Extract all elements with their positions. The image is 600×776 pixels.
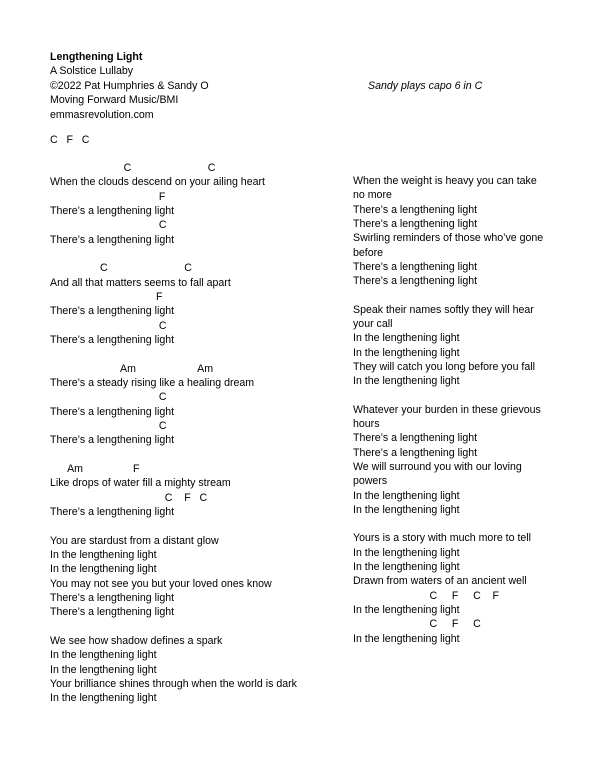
lyric-line: Your brilliance shines through when the world is dark (50, 678, 297, 690)
lyric-line: your call (353, 318, 393, 330)
lyric-line: Drawn from waters of an ancient well (353, 575, 527, 587)
lyric-line: In the lengthening light (50, 563, 157, 575)
song-title: Lengthening Light (50, 51, 143, 63)
chord-line: C F C F (353, 590, 499, 602)
chord-line: F (50, 291, 163, 303)
lyric-line: In the lengthening light (353, 490, 460, 502)
lyric-line: There’s a lengthening light (353, 218, 478, 230)
lyric-line: In the lengthening light (50, 664, 157, 676)
lyric-line: They will catch you long before you fall (353, 361, 535, 373)
lyric-line: no more (353, 189, 392, 201)
lyric-line: In the lengthening light (50, 692, 157, 704)
lyric-line: There’s a lengthening light (50, 205, 175, 217)
lyric-line: There’s a lengthening light (353, 275, 478, 287)
lyric-line: There’s a lengthening light (50, 592, 175, 604)
lyric-line: We see how shadow defines a spark (50, 635, 223, 647)
chord-line: C (50, 391, 167, 403)
lyric-line: Whatever your burden in these grievous (353, 404, 541, 416)
lyric-line: In the lengthening light (353, 547, 460, 559)
lyric-line: Yours is a story with much more to tell (353, 532, 532, 544)
song-subtitle: A Solstice Lullaby (50, 65, 134, 78)
capo-note: Sandy plays capo 6 in C (368, 80, 483, 92)
lyric-line: There’s a steady rising like a healing dream (50, 377, 255, 389)
lyric-line: There’s a lengthening light (50, 234, 175, 246)
chord-line: C (50, 219, 167, 231)
lyric-line: In the lengthening light (353, 332, 460, 344)
lyric-line: Swirling reminders of those who’ve gone (353, 232, 544, 244)
lyric-line: before (353, 247, 384, 259)
lyric-line: There’s a lengthening light (353, 432, 478, 444)
lyric-line: In the lengthening light (50, 649, 157, 661)
lyric-line: You are stardust from a distant glow (50, 535, 219, 547)
song-header (50, 50, 209, 122)
lyric-line: There’s a lengthening light (50, 334, 175, 346)
lyric-line: In the lengthening light (353, 604, 460, 616)
lyric-line: There’s a lengthening light (50, 606, 175, 618)
lyric-line: Speak their names softly they will hear (353, 304, 534, 316)
chord-line: Am Am (50, 363, 214, 375)
lyric-line: We will surround you with our loving (353, 461, 522, 473)
lyric-line: There’s a lengthening light (50, 406, 175, 418)
chord-line: C F C (353, 618, 481, 630)
lyric-line: In the lengthening light (353, 633, 460, 645)
lyric-line: There’s a lengthening light (50, 305, 175, 317)
chord-line: Am F (50, 463, 140, 475)
chord-line: F (50, 191, 166, 203)
lyric-line: Like drops of water fill a mighty stream (50, 477, 231, 489)
lyric-line: There’s a lengthening light (50, 434, 175, 446)
publisher-line: Moving Forward Music/BMI (50, 94, 179, 107)
lyric-line: In the lengthening light (353, 375, 460, 387)
lyric-line: When the clouds descend on your ailing heart (50, 176, 265, 188)
lyric-line: In the lengthening light (353, 347, 460, 359)
chord-line: C F C (50, 492, 208, 504)
lyric-line: There’s a lengthening light (50, 506, 175, 518)
lyric-line: There’s a lengthening light (353, 261, 478, 273)
lyric-line: There’s a lengthening light (353, 447, 478, 459)
lyric-line: hours (353, 418, 380, 430)
lyric-line: When the weight is heavy you can take (353, 175, 537, 187)
copyright-line: ©2022 Pat Humphries & Sandy O (50, 79, 209, 92)
intro-chords: C F C (50, 134, 90, 146)
chord-line: C (50, 420, 167, 432)
website-line: emmasrevolution.com (50, 108, 154, 121)
chord-line: C (50, 320, 167, 332)
chord-line: C C (50, 262, 192, 274)
lyric-line: There’s a lengthening light (353, 204, 478, 216)
lyric-line: In the lengthening light (50, 549, 157, 561)
chord-line: C C (50, 162, 216, 174)
lyric-line: You may not see you but your loved ones know (50, 578, 272, 590)
lyric-line: In the lengthening light (353, 561, 460, 573)
lyric-line: And all that matters seems to fall apart (50, 277, 231, 289)
lyric-line: In the lengthening light (353, 504, 460, 516)
lyric-line: powers (353, 475, 388, 487)
